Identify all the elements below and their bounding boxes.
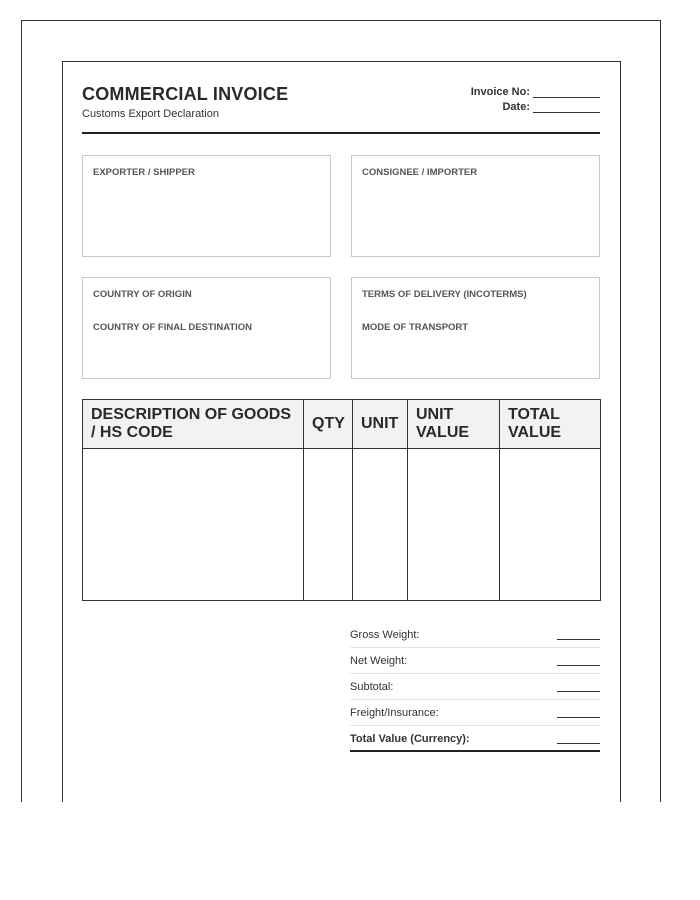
col-header-qty: QTY (304, 400, 353, 449)
exporter-box[interactable] (82, 155, 331, 257)
freight-insurance-row (350, 700, 600, 726)
goods-table (82, 399, 601, 601)
subtotal-label: Subtotal: (350, 681, 394, 693)
gross-weight-row (350, 622, 600, 648)
total-value-row (350, 726, 600, 752)
exporter-label: EXPORTER / SHIPPER (93, 167, 195, 178)
country-destination-label: COUNTRY OF FINAL DESTINATION (93, 322, 253, 333)
invoice-number-row (471, 83, 600, 98)
subtotal-row (350, 674, 600, 700)
consignee-label: CONSIGNEE / IMPORTER (362, 167, 478, 178)
freight-insurance-label: Freight/Insurance: (350, 707, 439, 719)
origin-destination-box[interactable] (82, 277, 331, 379)
cell-total-value[interactable] (500, 449, 601, 601)
cell-unit-value[interactable] (408, 449, 500, 601)
freight-insurance-field[interactable] (557, 717, 600, 718)
total-value-label: Total Value (Currency): (350, 733, 470, 745)
cell-qty[interactable] (304, 449, 353, 601)
header-divider (82, 132, 600, 134)
total-value-field[interactable] (557, 743, 600, 744)
subtotal-field[interactable] (557, 691, 600, 692)
gross-weight-label: Gross Weight: (350, 629, 420, 641)
invoice-date-field[interactable] (533, 101, 600, 113)
gross-weight-field[interactable] (557, 639, 600, 640)
terms-transport-box[interactable] (351, 277, 600, 379)
net-weight-label: Net Weight: (350, 655, 408, 667)
invoice-number-label: Invoice No: (470, 86, 530, 98)
invoice-date-row (471, 98, 600, 113)
country-origin-label: COUNTRY OF ORIGIN (93, 289, 192, 300)
transport-mode-label: MODE OF TRANSPORT (362, 322, 469, 333)
totals-section (350, 622, 600, 752)
cell-unit[interactable] (353, 449, 408, 601)
col-header-total-value: TOTAL VALUE (500, 400, 601, 449)
col-header-unit: UNIT (353, 400, 408, 449)
invoice-number-field[interactable] (533, 86, 600, 98)
col-header-unit-value: UNIT VALUE (408, 400, 500, 449)
net-weight-row (350, 648, 600, 674)
consignee-box[interactable] (351, 155, 600, 257)
table-row (83, 449, 601, 601)
invoice-subtitle: Customs Export Declaration (82, 108, 219, 120)
invoice-date-label: Date: (502, 101, 530, 113)
invoice-meta (471, 83, 600, 113)
invoice-title: COMMERCIAL INVOICE (82, 84, 289, 104)
col-header-description: DESCRIPTION OF GOODS / HS CODE (83, 400, 304, 449)
net-weight-field[interactable] (557, 665, 600, 666)
terms-delivery-label: TERMS OF DELIVERY (INCOTERMS) (362, 289, 527, 300)
goods-table-header-row (83, 400, 601, 449)
cell-description[interactable] (83, 449, 304, 601)
